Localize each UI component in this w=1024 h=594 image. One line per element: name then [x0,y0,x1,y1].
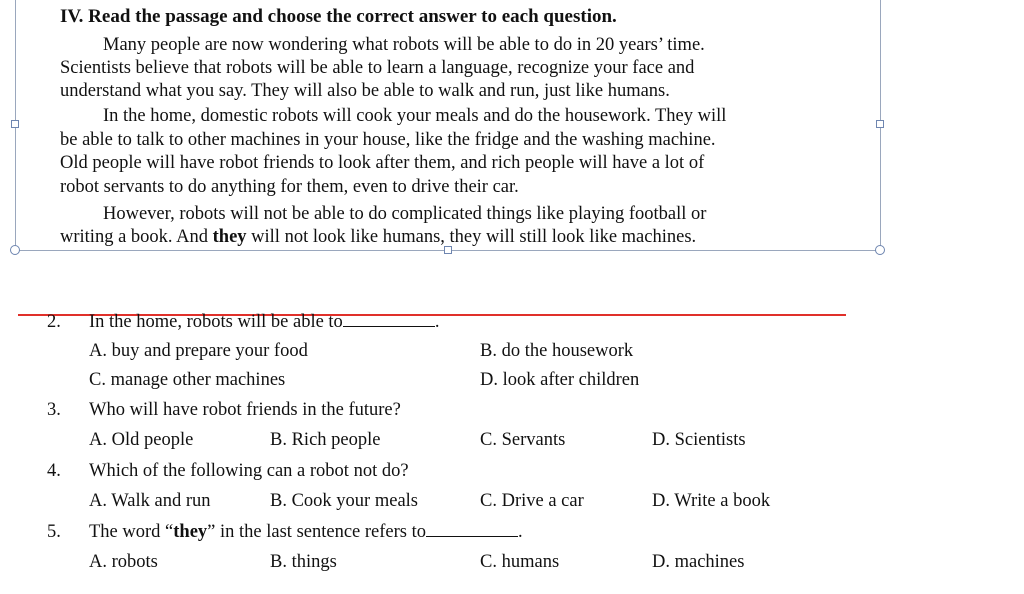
question-5-text [89,522,523,543]
emphasis-they: they [212,227,247,247]
question-text [89,312,439,333]
answer-blank[interactable] [343,312,435,327]
question-3-text: Who will have robot friends in the future? [89,400,401,420]
option-c[interactable]: C. Drive a car [480,491,584,511]
question-text-part: ” in the last sentence refers to [207,522,426,542]
option-a[interactable]: A. Walk and run [89,491,211,511]
option-a[interactable]: A. Old people [89,430,194,450]
passage-line: Scientists believe that robots will be able to learn a language, recognize your face and [60,58,695,78]
emphasis-they: they [173,522,208,542]
option-d[interactable]: D. machines [652,552,745,572]
passage-line: understand what you say. They will also be able to walk and run, just like humans. [60,81,670,101]
option-d[interactable]: D. look after children [480,370,640,390]
passage-line: In the home, domestic robots will cook your meals and do the housework. They will [103,106,727,126]
resize-handle-bottom-right[interactable] [875,245,885,255]
answer-blank[interactable] [426,522,518,537]
resize-handle-left[interactable] [11,120,19,128]
option-c[interactable]: C. manage other machines [89,370,286,390]
passage-line: Old people will have robot friends to look after them, and rich people will have a lot of [60,153,705,173]
passage-line: Many people are now wondering what robots will be able to do in 20 years’ time. [103,35,705,55]
question-2-text: In the home, robots will be able to [89,312,343,332]
option-a[interactable]: A. robots [89,552,158,572]
option-b[interactable]: B. do the housework [480,341,634,361]
question-number: 5. [47,522,61,542]
passage-text: will not look like humans, they will still look like machines. [246,227,697,247]
resize-handle-right[interactable] [876,120,884,128]
option-d[interactable]: D. Scientists [652,430,746,450]
question-suffix: . [518,522,523,542]
option-b[interactable]: B. Rich people [270,430,381,450]
question-number: 2. [47,312,61,332]
section-heading: IV. Read the passage and choose the correct answer to each question. [60,6,617,27]
passage-text: writing a book. And [60,227,213,247]
option-b[interactable]: B. Cook your meals [270,491,418,511]
question-number: 3. [47,400,61,420]
passage-line: However, robots will not be able to do complicated things like playing football or [103,204,707,224]
passage-line: be able to talk to other machines in your house, like the fridge and the washing machine. [60,130,716,150]
question-4-text: Which of the following can a robot not do? [89,461,409,481]
question-suffix: . [434,312,440,332]
option-b[interactable]: B. things [270,552,337,572]
option-c[interactable]: C. Servants [480,430,566,450]
passage-last-line [60,227,696,248]
question-number: 4. [47,461,61,481]
option-d[interactable]: D. Write a book [652,491,771,511]
option-a[interactable]: A. buy and prepare your food [89,341,308,361]
resize-handle-bottom-left[interactable] [10,245,20,255]
question-text-part: The word “ [89,522,174,542]
passage-line: robot servants to do anything for them, even to drive their car. [60,177,519,197]
option-c[interactable]: C. humans [480,552,560,572]
